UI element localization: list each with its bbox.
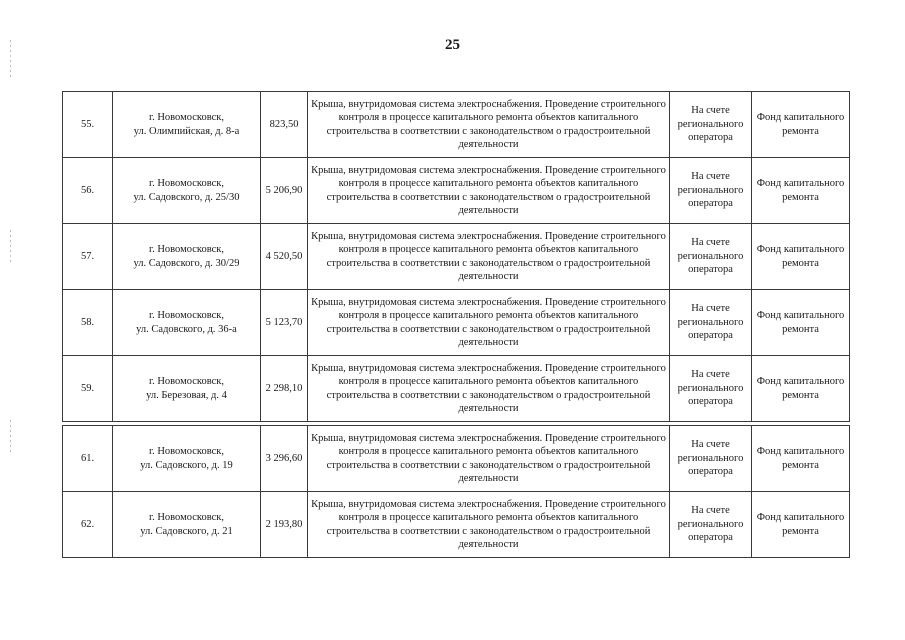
building-area: 5 206,90 <box>265 184 303 196</box>
address-city: г. Новомосковск, <box>148 446 225 457</box>
repair-works: Крыша, внутридомовая система электроснабжения. Проведение строительного контроля в процессе капитального ремонта объектов капитального строительства в соответствии с законодательством о градостроительной деятельности <box>311 362 666 414</box>
row-number-cell <box>63 290 113 356</box>
address-street: ул. Садовского, д. 25/30 <box>133 191 240 203</box>
address-cell <box>113 356 261 422</box>
building-area: 3 296,60 <box>265 452 303 464</box>
address-cell <box>113 92 261 158</box>
repair-works: Крыша, внутридомовая система электроснабжения. Проведение строительного контроля в процессе капитального ремонта объектов капитального строительства в соответствии с законодательством о градостроительной деятельности <box>311 498 666 550</box>
row-number-cell <box>63 224 113 290</box>
building-area: 2 193,80 <box>265 518 303 530</box>
account-type: На счете регионального оператора <box>677 369 744 408</box>
account-cell <box>670 426 752 492</box>
funding-source: Фонд капитального ремонта <box>756 310 845 335</box>
fund-cell <box>752 492 850 558</box>
row-number: 59. <box>80 382 95 394</box>
scan-edge-mark <box>10 420 11 455</box>
building-area: 5 123,70 <box>265 316 303 328</box>
fund-cell <box>752 158 850 224</box>
works-cell <box>308 492 670 558</box>
fund-cell <box>752 356 850 422</box>
works-cell <box>308 426 670 492</box>
account-type: На счете регионального оператора <box>677 439 744 478</box>
table-row <box>63 492 850 558</box>
works-cell <box>308 224 670 290</box>
address-city: г. Новомосковск, <box>148 244 225 255</box>
address-city: г. Новомосковск, <box>148 512 225 523</box>
account-type: На счете регионального оператора <box>677 171 744 210</box>
fund-cell <box>752 224 850 290</box>
funding-source: Фонд капитального ремонта <box>756 178 845 203</box>
address-street: ул. Садовского, д. 21 <box>140 525 233 537</box>
funding-source: Фонд капитального ремонта <box>756 112 845 137</box>
area-cell <box>261 356 308 422</box>
repair-works: Крыша, внутридомовая система электроснабжения. Проведение строительного контроля в процессе капитального ремонта объектов капитального строительства в соответствии с законодательством о градостроительной деятельности <box>311 296 666 348</box>
address-city: г. Новомосковск, <box>148 112 225 123</box>
funding-source: Фонд капитального ремонта <box>756 446 845 471</box>
area-cell <box>261 426 308 492</box>
account-type: На счете регионального оператора <box>677 303 744 342</box>
repair-works: Крыша, внутридомовая система электроснабжения. Проведение строительного контроля в процессе капитального ремонта объектов капитального строительства в соответствии с законодательством о градостроительной деятельности <box>311 98 666 150</box>
row-number-cell <box>63 158 113 224</box>
row-number-cell <box>63 426 113 492</box>
area-cell <box>261 224 308 290</box>
fund-cell <box>752 92 850 158</box>
row-number: 62. <box>80 518 95 530</box>
account-cell <box>670 290 752 356</box>
funding-source: Фонд капитального ремонта <box>756 512 845 537</box>
building-area: 823,50 <box>269 118 299 130</box>
account-cell <box>670 158 752 224</box>
funding-source: Фонд капитального ремонта <box>756 244 845 269</box>
address-cell <box>113 492 261 558</box>
address-city: г. Новомосковск, <box>148 178 225 189</box>
repair-works: Крыша, внутридомовая система электроснабжения. Проведение строительного контроля в процессе капитального ремонта объектов капитального строительства в соответствии с законодательством о градостроительной деятельности <box>311 230 666 282</box>
account-cell <box>670 492 752 558</box>
account-type: На счете регионального оператора <box>677 237 744 276</box>
repair-works: Крыша, внутридомовая система электроснабжения. Проведение строительного контроля в процессе капитального ремонта объектов капитального строительства в соответствии с законодательством о градостроительной деятельности <box>311 432 666 484</box>
table-row <box>63 92 850 158</box>
table-row <box>63 426 850 492</box>
works-cell <box>308 356 670 422</box>
row-number: 61. <box>80 452 95 464</box>
row-number: 56. <box>80 184 95 196</box>
area-cell <box>261 92 308 158</box>
account-type: На счете регионального оператора <box>677 505 744 544</box>
scan-edge-mark <box>10 230 11 265</box>
repair-schedule-table <box>62 91 850 422</box>
page-number: 25 <box>445 37 460 53</box>
address-street: ул. Садовского, д. 30/29 <box>133 257 240 269</box>
address-city: г. Новомосковск, <box>148 310 225 321</box>
area-cell <box>261 290 308 356</box>
address-street: ул. Садовского, д. 36-а <box>136 323 237 335</box>
address-cell <box>113 426 261 492</box>
row-number-cell <box>63 356 113 422</box>
repair-schedule-table <box>62 425 850 558</box>
address-city: г. Новомосковск, <box>148 376 225 387</box>
address-street: ул. Березовая, д. 4 <box>146 389 227 401</box>
address-cell <box>113 290 261 356</box>
row-number: 58. <box>80 316 95 328</box>
area-cell <box>261 492 308 558</box>
fund-cell <box>752 426 850 492</box>
row-number: 55. <box>80 118 95 130</box>
works-cell <box>308 92 670 158</box>
account-type: На счете регионального оператора <box>677 105 744 144</box>
table-row <box>63 356 850 422</box>
table-row <box>63 158 850 224</box>
area-cell <box>261 158 308 224</box>
address-cell <box>113 224 261 290</box>
account-cell <box>670 224 752 290</box>
building-area: 4 520,50 <box>265 250 303 262</box>
account-cell <box>670 92 752 158</box>
row-number-cell <box>63 92 113 158</box>
repair-works: Крыша, внутридомовая система электроснабжения. Проведение строительного контроля в процессе капитального ремонта объектов капитального строительства в соответствии с законодательством о градостроительной деятельности <box>311 164 666 216</box>
address-street: ул. Олимпийская, д. 8-а <box>133 125 240 137</box>
row-number: 57. <box>80 250 95 262</box>
table-row <box>63 290 850 356</box>
address-cell <box>113 158 261 224</box>
account-cell <box>670 356 752 422</box>
row-number-cell <box>63 492 113 558</box>
table-row <box>63 224 850 290</box>
fund-cell <box>752 290 850 356</box>
address-street: ул. Садовского, д. 19 <box>140 459 233 471</box>
funding-source: Фонд капитального ремонта <box>756 376 845 401</box>
works-cell <box>308 158 670 224</box>
works-cell <box>308 290 670 356</box>
building-area: 2 298,10 <box>265 382 303 394</box>
